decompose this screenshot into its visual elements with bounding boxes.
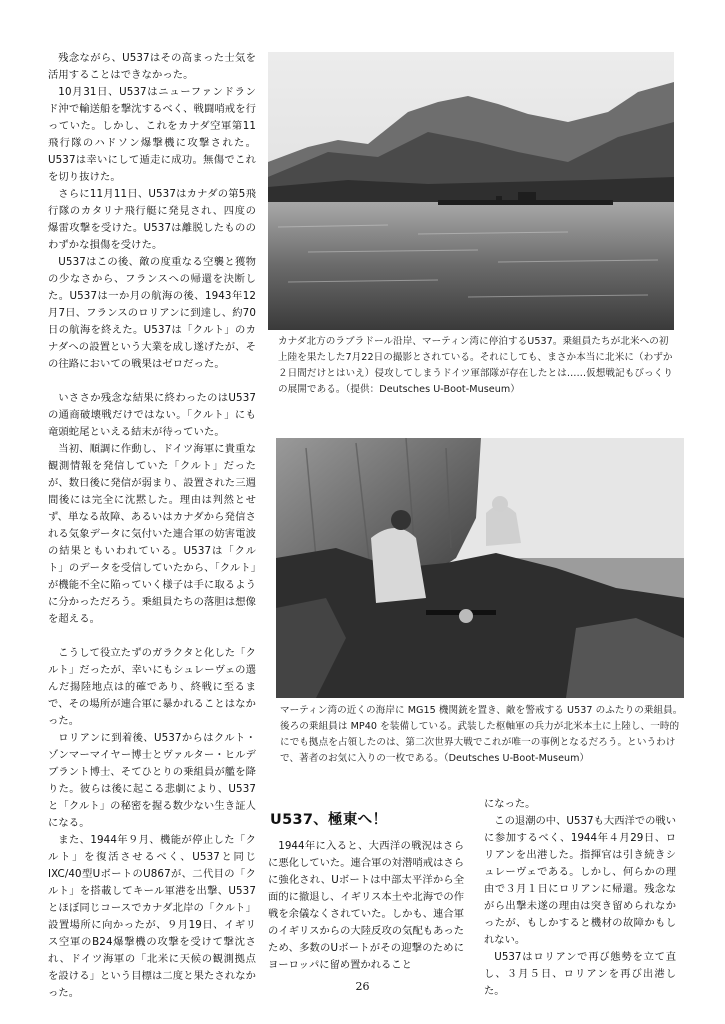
submarine-bay-photo: [268, 52, 674, 330]
paragraph: 10月31日、U537はニューファンドランド沖で輸送船を撃沈するべく、戦闘哨戒を行っていた。しかし、これをカナダ空軍第11飛行隊のハドソン爆撃機に攻撃された。U537は幸いにして遁走に成功。無傷でこれを切り抜けた。: [48, 86, 256, 183]
middle-column: [268, 838, 464, 974]
section-heading: U537、極東へ！: [270, 812, 388, 828]
paragraph-continued: になった。: [484, 798, 536, 810]
paragraph: 1944年に入ると、大西洋の戦況はさらに悪化していた。連合軍の対潜哨戒はさらに強化され、Uボートは中部太平洋から全面的に撤退し、イギリス本土や北海での作戦を余儀なくされていた。しかも、連合軍のイギリスからの大陸反攻の気配もあったため、多数のUボートがその迎撃のためにヨーロッパに留め置かれること: [268, 840, 464, 971]
paragraph: 当初、順調に作動し、ドイツ海軍に貴重な観測情報を発信していた「クルト」だったが、数日後に発信が弱まり、設置された三週間後には完全に沈黙した。理由は判然とせず、単なる故障、あるいはカナダから発信される気象データに気付いた連合軍の妨害電波の結果ともいわれている。U537は「クルト」のデータを受信していたから、「クルト」が機能不全に陥っていく様子は手に取るように分かっただろう。乗組員たちの落胆は想像を超える。: [48, 443, 256, 625]
crew-coast-photo: [276, 438, 684, 698]
paragraph: U537はこの後、敵の度重なる空襲と獲物の少なさから、フランスへの帰還を決断した。U537は一か月の航海の後、1943年12月7日、フランスのロリアンに到達し、約70日の航海を終えた。U537は「クルト」のカナダへの設置という大業を成し遂げたが、その往路においての戦果はゼロだった。: [48, 256, 256, 370]
paragraph: こうして役立たずのガラクタと化した「クルト」だったが、幸いにもシュレーヴェの選んだ揚陸地点は的確であり、終戦に至るまで、その場所が連合軍に暴かれることはなかった。: [48, 647, 256, 727]
paragraph: ロリアンに到着後、U537からはクルト・ゾンマーマイヤー博士とヴァルター・ヒルデブラント博士、そてひとりの乗組員が艦を降りた。彼らは後に起こる悲劇により、U537と「クルト」の秘密を握る数少ない生き証人になる。: [48, 732, 256, 829]
photo-caption: カナダ北方のラブラドール沿岸、マーティン湾に停泊するU537。乗組員たちが北米への初上陸を果たした7月22日の撮影とされている。それにしても、まさか本当に北米に（わずか２日間だけとはいえ）侵攻してしまうドイツ軍部隊が存在したとは……仮想戦記もびっくりの展開である。（提供：Deutsches U-Boot-Museum）: [278, 336, 673, 395]
left-column: [48, 50, 256, 1002]
right-column: [484, 796, 676, 1000]
paragraph: さらに11月11日、U537はカナダの第5飛行隊のカタリナ飛行艇に発見され、四度の爆雷攻撃を受けた。U537は離脱したもののわずかな損傷を受けた。: [48, 188, 256, 251]
photo-caption: マーティン湾の近くの海岸に MG15 機関銃を置き、敵を警戒する U537 のふたりの乗組員。後ろの乗組員は MP40 を装備している。武装した枢軸軍の兵力が北米本土に上陸し、一時的にでも拠点を占領したのは、第二次世界大戦でこれが唯一の事例となるだろう。というわけで、著者のお気に入りの一枚である。（Deutsches U-Boot-Museum）: [280, 705, 683, 764]
paragraph: この退潮の中、U537も大西洋での戦いに参加するべく、1944年４月29日、ロリアンを出港した。指揮官は引き続きシュレーヴェである。しかし、何らかの理由で３月１日にロリアンに帰還。残念ながら出撃未遂の理由は突き留められなかったが、もしかすると機材の故障かもしれない。: [484, 815, 676, 946]
paragraph: 残念ながら、U537はその高まった士気を活用することはできなかった。: [48, 52, 256, 81]
paragraph: U537はロリアンで再び態勢を立て直し、３月５日、ロリアンを再び出港した。: [484, 951, 676, 997]
paragraph: いささか残念な結果に終わったのはU537の通商破壊戦だけではない。「クルト」にも竜頭蛇尾といえる結末が待っていた。: [48, 392, 256, 438]
page-number: 26: [355, 980, 370, 993]
paragraph: また、1944年９月、機能が停止した「クルト」を復活させるべく、U537と同じIXC/40型UボートのU867が、二代目の「クルト」を搭載してキール軍港を出撃、U537とほぼ同じコースでカナダ北岸の「クルト」設置場所に向かったが、９月19日、イギリス空軍のB24爆撃機の攻撃を受けて撃沈され、ドイツ海軍の「北米に天候の観測拠点を設ける」という目標は二度と果たされなかった。: [48, 834, 256, 999]
